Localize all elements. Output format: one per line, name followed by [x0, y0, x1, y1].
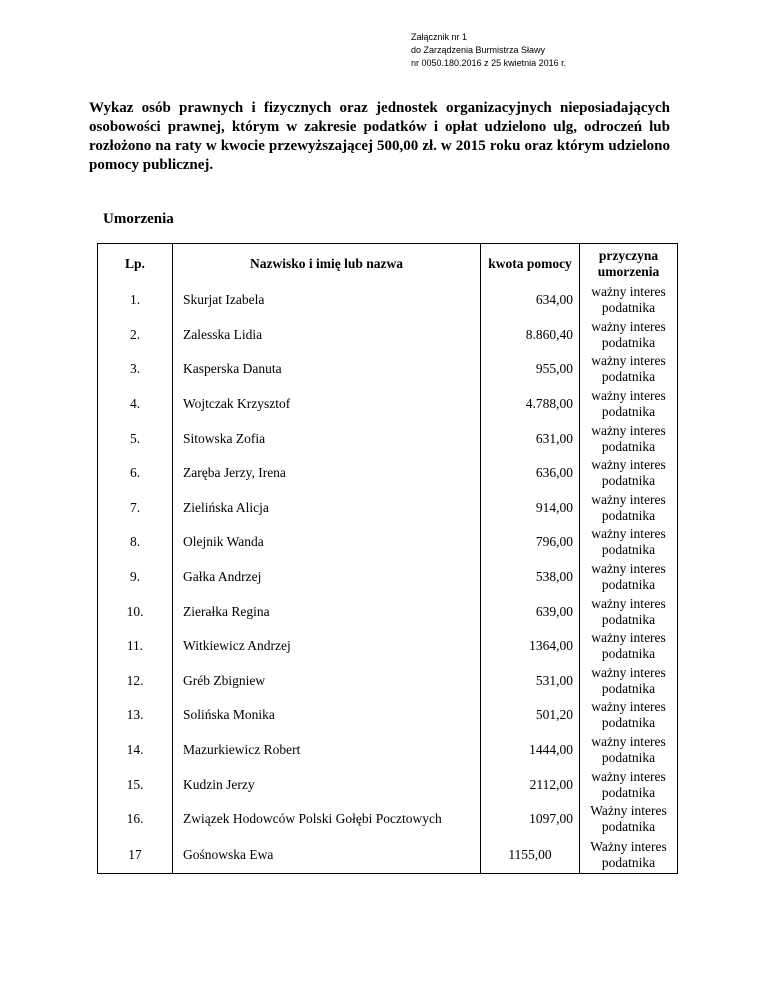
cell-amount: 1444,00 [481, 733, 580, 768]
header-amount: kwota pomocy [481, 244, 580, 284]
cell-amount: 636,00 [481, 456, 580, 491]
reason-line-1: ważny interes [591, 353, 666, 369]
reason-line-1: ważny interes [591, 630, 666, 646]
section-title: Umorzenia [103, 211, 174, 227]
cell-reason [580, 525, 678, 560]
reason-line-1: ważny interes [591, 457, 666, 473]
table-row [98, 802, 678, 837]
cell-name: Solińska Monika [173, 698, 481, 733]
cell-name: Zaręba Jerzy, Irena [173, 456, 481, 491]
cell-lp: 9. [98, 560, 173, 595]
cell-reason [580, 664, 678, 699]
table-row [98, 698, 678, 733]
reason-line-1: ważny interes [591, 388, 666, 404]
cell-amount: 1364,00 [481, 629, 580, 664]
table-row [98, 664, 678, 699]
cell-reason [580, 456, 678, 491]
cell-name: Zalesska Lidia [173, 318, 481, 353]
reason-line-1: Ważny interes [590, 838, 667, 854]
reason-line-1: ważny interes [591, 526, 666, 542]
reason-line-1: ważny interes [591, 284, 666, 300]
cell-amount: 796,00 [481, 525, 580, 560]
reason-line-2: podatnika [601, 369, 656, 385]
cell-name: Kasperska Danuta [173, 352, 481, 387]
cell-reason [580, 560, 678, 595]
cell-reason [580, 594, 678, 629]
table-row [98, 837, 678, 874]
cell-lp: 14. [98, 733, 173, 768]
reason-line-2: podatnika [601, 577, 656, 593]
document-title: Wykaz osób prawnych i fizycznych oraz jednostek organizacyjnych nieposiadających osobowości prawnej, którym w zakresie podatków i opłat udzielono ulg, odroczeń lub rozłożono na raty w kwocie przewyższającej 500,00 zł. w 2015 roku oraz którym udzielono pomocy publicznej. [89, 100, 670, 173]
cell-amount: 1097,00 [481, 802, 580, 837]
cell-reason [580, 387, 678, 422]
cell-reason [580, 421, 678, 456]
reason-line-2: podatnika [601, 715, 656, 731]
cell-reason [580, 698, 678, 733]
cell-name: Gośnowska Ewa [173, 837, 481, 874]
reason-line-2: podatnika [601, 507, 656, 523]
cell-amount: 634,00 [481, 283, 580, 318]
reason-line-1: ważny interes [591, 664, 666, 680]
table-row [98, 283, 678, 318]
cell-lp: 2. [98, 318, 173, 353]
reason-line-1: ważny interes [591, 318, 666, 334]
table-row [98, 767, 678, 802]
cell-name: Gréb Zbigniew [173, 664, 481, 699]
reason-line-2: podatnika [601, 611, 656, 627]
cell-reason [580, 733, 678, 768]
cell-amount: 531,00 [481, 664, 580, 699]
table-row [98, 318, 678, 353]
table-row [98, 560, 678, 595]
cell-amount: 4.788,00 [481, 387, 580, 422]
cell-name: Olejnik Wanda [173, 525, 481, 560]
header-reason: przyczyna umorzenia [580, 244, 678, 284]
table-row [98, 387, 678, 422]
cell-lp: 7. [98, 491, 173, 526]
cell-name: Zielińska Alicja [173, 491, 481, 526]
cell-name: Wojtczak Krzysztof [173, 387, 481, 422]
cell-reason [580, 352, 678, 387]
reason-line-2: podatnika [601, 680, 656, 696]
annex-line-1: Załącznik nr 1 [411, 32, 468, 42]
cell-reason [580, 837, 678, 874]
cell-name: Związek Hodowców Polski Gołębi Pocztowych [173, 802, 481, 837]
table-row [98, 594, 678, 629]
cell-reason [580, 491, 678, 526]
cell-amount: 8.860,40 [481, 318, 580, 353]
table-row [98, 733, 678, 768]
cell-reason [580, 318, 678, 353]
reason-line-2: podatnika [601, 473, 656, 489]
cell-lp: 3. [98, 352, 173, 387]
reason-line-1: ważny interes [591, 595, 666, 611]
cell-reason [580, 802, 678, 837]
reason-line-2: podatnika [601, 646, 656, 662]
cell-amount: 914,00 [481, 491, 580, 526]
reason-line-2: podatnika [601, 334, 656, 350]
cell-lp: 8. [98, 525, 173, 560]
reason-line-2: podatnika [601, 438, 656, 454]
cell-name: Zierałka Regina [173, 594, 481, 629]
cell-name: Mazurkiewicz Robert [173, 733, 481, 768]
remissions-table [97, 243, 678, 874]
reason-line-2: podatnika [601, 750, 656, 766]
cell-lp: 13. [98, 698, 173, 733]
table-row [98, 421, 678, 456]
cell-lp: 5. [98, 421, 173, 456]
cell-amount: 955,00 [481, 352, 580, 387]
cell-amount: 2112,00 [481, 767, 580, 802]
reason-line-2: podatnika [601, 854, 656, 870]
reason-line-2: podatnika [601, 404, 656, 420]
table-row [98, 525, 678, 560]
reason-line-2: podatnika [601, 542, 656, 558]
table-header-row [98, 244, 678, 284]
reason-line-2: podatnika [601, 819, 656, 835]
table-row [98, 456, 678, 491]
cell-lp: 12. [98, 664, 173, 699]
reason-line-1: ważny interes [591, 561, 666, 577]
reason-line-2: podatnika [601, 784, 656, 800]
cell-amount: 538,00 [481, 560, 580, 595]
table-row [98, 352, 678, 387]
cell-name: Kudzin Jerzy [173, 767, 481, 802]
cell-name: Skurjat Izabela [173, 283, 481, 318]
annex-note [411, 31, 566, 70]
table-row [98, 629, 678, 664]
reason-line-1: Ważny interes [590, 803, 667, 819]
cell-lp: 15. [98, 767, 173, 802]
cell-amount: 501,20 [481, 698, 580, 733]
header-name: Nazwisko i imię lub nazwa [173, 244, 481, 284]
cell-name: Gałka Andrzej [173, 560, 481, 595]
reason-line-1: ważny interes [591, 491, 666, 507]
header-lp: Lp. [98, 244, 173, 284]
table-body [98, 283, 678, 873]
reason-line-1: ważny interes [591, 699, 666, 715]
cell-lp: 11. [98, 629, 173, 664]
cell-lp: 10. [98, 594, 173, 629]
cell-amount: 639,00 [481, 594, 580, 629]
cell-reason [580, 629, 678, 664]
cell-name: Witkiewicz Andrzej [173, 629, 481, 664]
reason-line-1: ważny interes [591, 768, 666, 784]
cell-name: Sitowska Zofia [173, 421, 481, 456]
cell-reason [580, 767, 678, 802]
reason-line-2: podatnika [601, 300, 656, 316]
cell-amount: 631,00 [481, 421, 580, 456]
cell-lp: 17 [98, 837, 173, 874]
annex-line-3: nr 0050.180.2016 z 25 kwietnia 2016 r. [411, 58, 567, 68]
cell-lp: 6. [98, 456, 173, 491]
cell-reason [580, 283, 678, 318]
cell-lp: 1. [98, 283, 173, 318]
cell-lp: 16. [98, 802, 173, 837]
reason-line-1: ważny interes [591, 734, 666, 750]
annex-line-2: do Zarządzenia Burmistrza Sławy [411, 45, 546, 55]
reason-line-1: ważny interes [591, 422, 666, 438]
table-row [98, 491, 678, 526]
cell-amount: 1155,00 [481, 837, 580, 874]
cell-lp: 4. [98, 387, 173, 422]
